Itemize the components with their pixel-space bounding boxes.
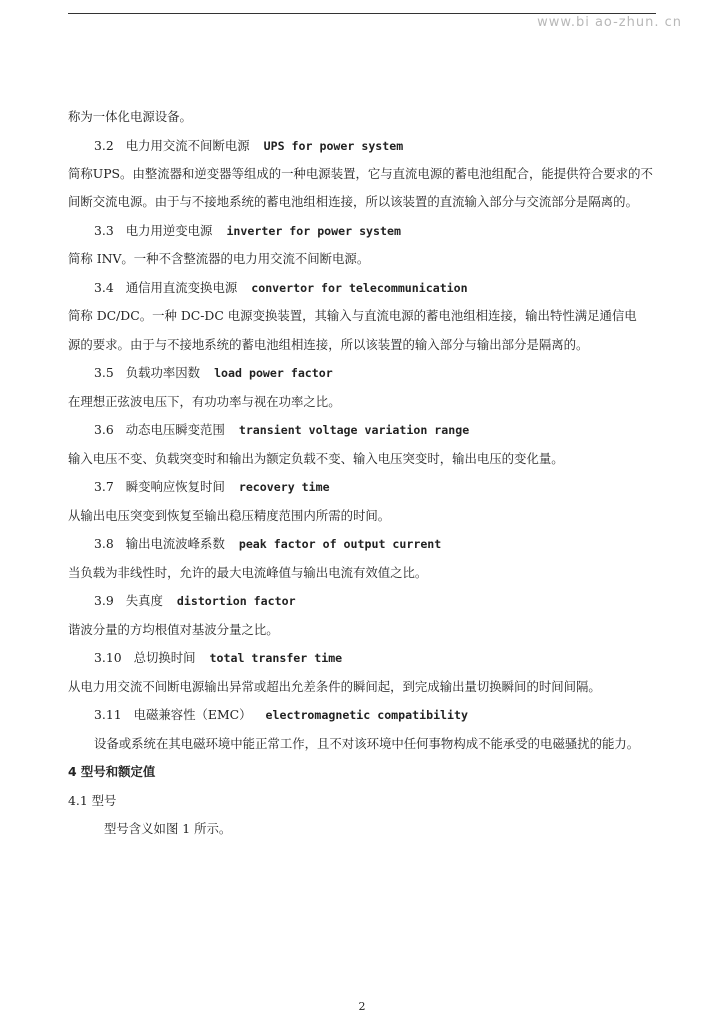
watermark-text: www.bi ao-zhun. cn — [537, 15, 682, 30]
term-english: electromagnetic compatibility — [265, 708, 468, 722]
term-chinese: 动态电压瞬变范围 — [125, 422, 225, 437]
page-number: 2 — [358, 1000, 366, 1013]
term-number: 3.11 — [94, 707, 122, 722]
paragraph: 源的要求。由于与不接地系统的蓄电池组相连接，所以该装置的输入部分与输出部分是隔离的。 — [68, 337, 589, 352]
term-english: recovery time — [238, 480, 330, 494]
paragraph: 在理想正弦波电压下，有功功率与视在功率之比。 — [68, 394, 341, 409]
paragraph: 当负载为非线性时，允许的最大电流峰值与输出电流有效值之比。 — [68, 565, 428, 580]
term-english: inverter for power system — [226, 224, 401, 238]
paragraph: 称为一体化电源设备。 — [68, 109, 192, 124]
paragraph: 型号含义如图 1 所示。 — [104, 821, 232, 836]
term-english: total transfer time — [209, 651, 343, 665]
term-chinese: 电力用逆变电源 — [125, 223, 213, 238]
paragraph: 简称UPS。由整流器和逆变器等组成的一种电源装置，它与直流电源的蓄电池组配合，能提供符合要求的不 — [68, 166, 653, 181]
header-rule — [68, 13, 656, 14]
term-chinese: 电力用交流不间断电源 — [125, 138, 250, 153]
term-chinese: 通信用直流变换电源 — [125, 280, 238, 295]
term-3-10 — [94, 650, 660, 666]
term-number: 3.10 — [94, 650, 122, 665]
term-english: distortion factor — [176, 594, 296, 608]
term-3-11 — [94, 707, 660, 723]
term-chinese: 瞬变响应恢复时间 — [125, 479, 225, 494]
paragraph: 设备或系统在其电磁环境中能正常工作，且不对该环境中任何事物构成不能承受的电磁骚扰的能力。 — [94, 736, 640, 751]
term-3-7 — [94, 479, 660, 495]
term-number: 3.3 — [94, 223, 114, 238]
paragraph: 间断交流电源。由于与不接地系统的蓄电池组相连接，所以该装置的直流输入部分与交流部分是隔离的。 — [68, 194, 638, 209]
term-3-8 — [94, 536, 660, 552]
term-3-9 — [94, 593, 660, 609]
term-english: peak factor of output current — [238, 537, 442, 551]
term-chinese: 失真度 — [125, 593, 163, 608]
term-chinese: 总切换时间 — [133, 650, 196, 665]
paragraph: 谐波分量的方均根值对基波分量之比。 — [68, 622, 279, 637]
term-chinese: 输出电流波峰系数 — [125, 536, 225, 551]
term-3-6 — [94, 422, 660, 438]
term-number: 3.4 — [94, 280, 114, 295]
term-3-3 — [94, 223, 660, 239]
paragraph: 简称 INV。一种不含整流器的电力用交流不间断电源。 — [68, 251, 370, 266]
paragraph: 从输出电压突变到恢复至输出稳压精度范围内所需的时间。 — [68, 508, 391, 523]
paragraph: 简称 DC/DC。一种 DC-DC 电源变换装置，其输入与直流电源的蓄电池组相连接，输出特性满足通信电 — [68, 308, 637, 323]
term-english: convertor for telecommunication — [251, 281, 468, 295]
term-number: 3.5 — [94, 365, 114, 380]
term-english: transient voltage variation range — [238, 423, 470, 437]
term-number: 3.9 — [94, 593, 114, 608]
term-3-5 — [94, 365, 660, 381]
term-english: UPS for power system — [263, 139, 404, 153]
subsection-heading: 4.1 型号 — [68, 793, 117, 808]
term-english: load power factor — [214, 366, 333, 380]
term-number: 3.8 — [94, 536, 114, 551]
term-number: 3.7 — [94, 479, 114, 494]
paragraph: 从电力用交流不间断电源输出异常或超出允差条件的瞬间起，到完成输出量切换瞬间的时间间隔。 — [68, 679, 601, 694]
paragraph: 输入电压不变、负载突变时和输出为额定负载不变、输入电压突变时，输出电压的变化量。 — [68, 451, 564, 466]
section-heading: 4 型号和额定值 — [68, 764, 156, 779]
term-number: 3.2 — [94, 138, 114, 153]
term-3-4 — [94, 280, 660, 296]
term-chinese: 电磁兼容性（EMC） — [133, 707, 252, 722]
term-3-2 — [94, 138, 660, 154]
term-chinese: 负载功率因数 — [125, 365, 201, 380]
term-number: 3.6 — [94, 422, 114, 437]
